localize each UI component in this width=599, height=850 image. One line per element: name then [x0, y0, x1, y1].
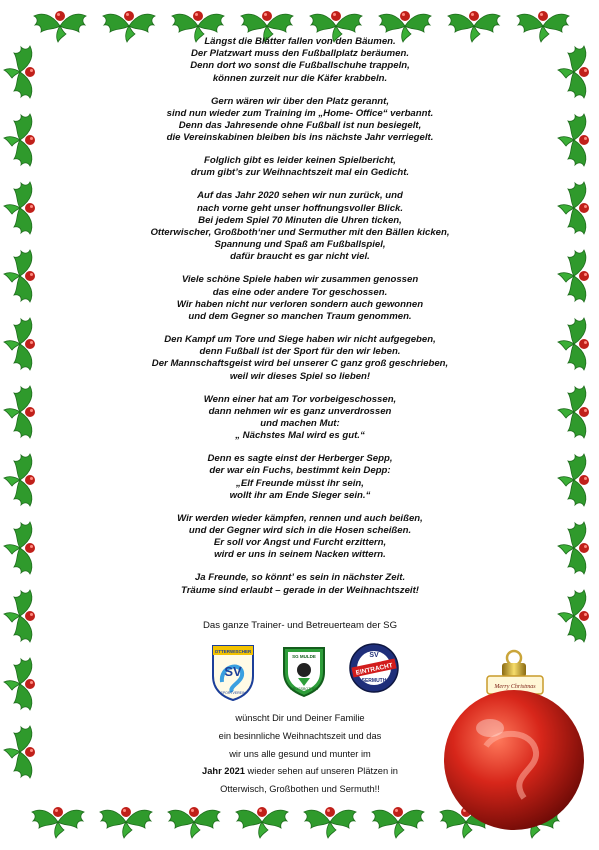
holly-sprig-icon — [556, 180, 596, 236]
holly-sprig-icon — [2, 656, 42, 712]
closing-line: wir uns alle gesund und munter im — [229, 748, 371, 759]
holly-sprig-icon — [556, 384, 596, 440]
otterwischer-letters: SV — [224, 664, 242, 679]
club-logos — [210, 642, 400, 702]
holly-sprig-icon — [370, 800, 426, 840]
holly-sprig-icon — [2, 316, 42, 372]
poem-line: denn Fußball ist der Sport für den wir leben. — [199, 346, 401, 358]
poem-line: Otterwischer, Großboth‘ner und Sermuther mit den Bällen kicken, — [150, 227, 450, 239]
holly-sprig-icon — [2, 520, 42, 576]
poem-line: wird er uns in seinem Nacken wittern. — [214, 549, 386, 561]
poem-line: weil wir dieses Spiel so lieben! — [229, 370, 371, 382]
holly-sprig-icon — [2, 384, 42, 440]
poem-line: „Elf Freunde müsst ihr sein, — [236, 477, 364, 489]
poem-line: wollt ihr am Ende Sieger sein.“ — [229, 489, 371, 501]
closing-line: Otterwisch, Großbothen und Sermuth!! — [220, 784, 380, 795]
holly-sprig-icon — [2, 180, 42, 236]
otterwischer-top-text: OTTERWISCHER — [214, 649, 252, 654]
sermuth-letters: EINTRACHT — [355, 662, 394, 677]
closing-line-rest: wieder sehen auf unseren Plätzen in — [244, 766, 398, 777]
poem-line: Folglich gibt es leider keinen Spielbericht, — [204, 155, 396, 167]
poem-line: Viele schöne Spiele haben wir zusammen genossen — [181, 274, 419, 286]
poem-line: Gern wären wir über den Platz gerannt, — [210, 95, 390, 107]
otterwischer-logo — [210, 642, 256, 702]
poem-line: Denn es sagte einst der Herberger Sepp, — [207, 453, 393, 465]
holly-sprig-icon — [166, 800, 222, 840]
holly-sprig-icon — [98, 800, 154, 840]
poem-stanza — [105, 394, 495, 443]
closing-message — [150, 710, 450, 799]
poem-line: der war ein Fuchs, bestimmt kein Depp: — [209, 465, 391, 477]
christmas-ornament — [438, 648, 588, 834]
sermuth-bottom-text: SERMUTH — [361, 678, 387, 684]
poem-line: drum gibt’s zur Weihnachtszeit mal ein Gedicht. — [190, 167, 410, 179]
poem-line: Der Platzwart muss den Fußballplatz beräumen. — [190, 48, 410, 60]
eintracht-sermuth-logo — [348, 642, 400, 694]
poem-line: Denn das Jahresende ohne Fußball ist nun besiegelt, — [178, 120, 422, 132]
poem-stanza — [105, 453, 495, 502]
closing-line: wünscht Dir und Deiner Familie — [235, 713, 365, 723]
poem-line: und der Gegner wird sich in die Hosen scheißen. — [188, 525, 412, 537]
holly-sprig-icon — [515, 4, 571, 44]
holly-sprig-icon — [556, 520, 596, 576]
poem-line: dann nehmen wir es ganz unverdrossen — [208, 405, 392, 417]
poem-line: die Vereinskabinen bleiben bis ins nächste Jahr verriegelt. — [166, 132, 434, 144]
holly-sprig-icon — [556, 588, 596, 644]
grossbothen-top-text: SG MULDE — [292, 654, 316, 659]
holly-sprig-icon — [2, 44, 42, 100]
holly-sprig-icon — [2, 452, 42, 508]
holly-sprig-icon — [2, 248, 42, 304]
poem-line: Wir werden wieder kämpfen, rennen und auch beißen, — [177, 512, 423, 524]
holly-sprig-icon — [556, 44, 596, 100]
team-signature: Das ganze Trainer- und Betreuerteam der SG — [202, 620, 398, 631]
poem-stanza — [105, 190, 495, 263]
poem-stanza — [105, 274, 495, 323]
poem-line: Wenn einer hat am Tor vorbeigeschossen, — [203, 393, 397, 405]
poem-line: Den Kampf um Tore und Siege haben wir nicht aufgegeben, — [164, 334, 436, 346]
holly-sprig-icon — [2, 588, 42, 644]
holly-sprig-icon — [556, 112, 596, 168]
otterwischer-bottom-text: SPORTVEREIN — [220, 691, 246, 695]
poem-line: Er soll vor Angst und Furcht erzittern, — [213, 537, 387, 549]
poem-line: das eine oder andere Tor geschossen. — [212, 286, 388, 298]
holly-sprig-icon — [234, 800, 290, 840]
holly-sprig-icon — [2, 724, 42, 780]
poem-stanza — [105, 96, 495, 145]
poem-line: Träume sind erlaubt – gerade in der Weihnachtszeit! — [181, 584, 419, 596]
poem-stanza — [105, 155, 495, 179]
poem-line: Denn dort wo sonst die Fußballschuhe trappeln, — [190, 60, 410, 72]
poem-line: Auf das Jahr 2020 sehen wir nun zurück, und — [197, 190, 403, 202]
grossbothen-bottom-text: GROSSBOTHEN — [290, 687, 318, 691]
poem-stanza — [105, 334, 495, 383]
poem-line: Ja Freunde, so könnt’ es sein in nächster Zeit. — [194, 572, 406, 584]
poem-line: können zurzeit nur die Käfer krabbeln. — [212, 72, 388, 84]
grossbothen-logo — [280, 642, 328, 698]
closing-line — [150, 763, 450, 781]
ornament-label: Merry Christmas — [494, 684, 536, 690]
holly-sprig-icon — [2, 112, 42, 168]
poem-line: Wir haben nicht nur verloren sondern auch gewonnen — [176, 298, 424, 310]
poem-stanza — [105, 513, 495, 562]
holly-sprig-icon — [556, 452, 596, 508]
poem-line: sind nun wieder zum Training im „Home- Office“ verbannt. — [166, 107, 434, 119]
poem-line: und dem Gegner so manchen Traum genommen. — [188, 311, 412, 323]
holly-sprig-icon — [302, 800, 358, 840]
sermuth-top-text: SV — [369, 652, 379, 659]
closing-line: ein besinnliche Weihnachtszeit und das — [218, 730, 382, 741]
poem-stanza — [105, 572, 495, 596]
poem-line: und machen Mut: — [260, 418, 340, 430]
poem-line: Längst die Blätter fallen von den Bäumen. — [204, 36, 396, 47]
poem — [105, 36, 495, 608]
poem-line: „ Nächstes Mal wird es gut.“ — [235, 430, 365, 442]
holly-sprig-icon — [556, 316, 596, 372]
year-highlight: Jahr 2021 — [202, 766, 245, 777]
poem-line: Der Mannschaftsgeist wird bei unserer C ganz groß geschrieben, — [151, 358, 449, 370]
poem-line: Bei jedem Spiel 70 Minuten die Uhren ticken, — [198, 214, 402, 226]
poem-stanza — [105, 36, 495, 85]
poem-line: dafür braucht es gar nicht viel. — [230, 251, 370, 263]
holly-sprig-icon — [556, 248, 596, 304]
holly-sprig-icon — [32, 4, 88, 44]
poem-line: nach vorne geht unser hoffnungsvoller Blick. — [196, 202, 404, 214]
holly-sprig-icon — [30, 800, 86, 840]
poem-line: Spannung und Spaß am Fußballspiel, — [214, 239, 386, 251]
